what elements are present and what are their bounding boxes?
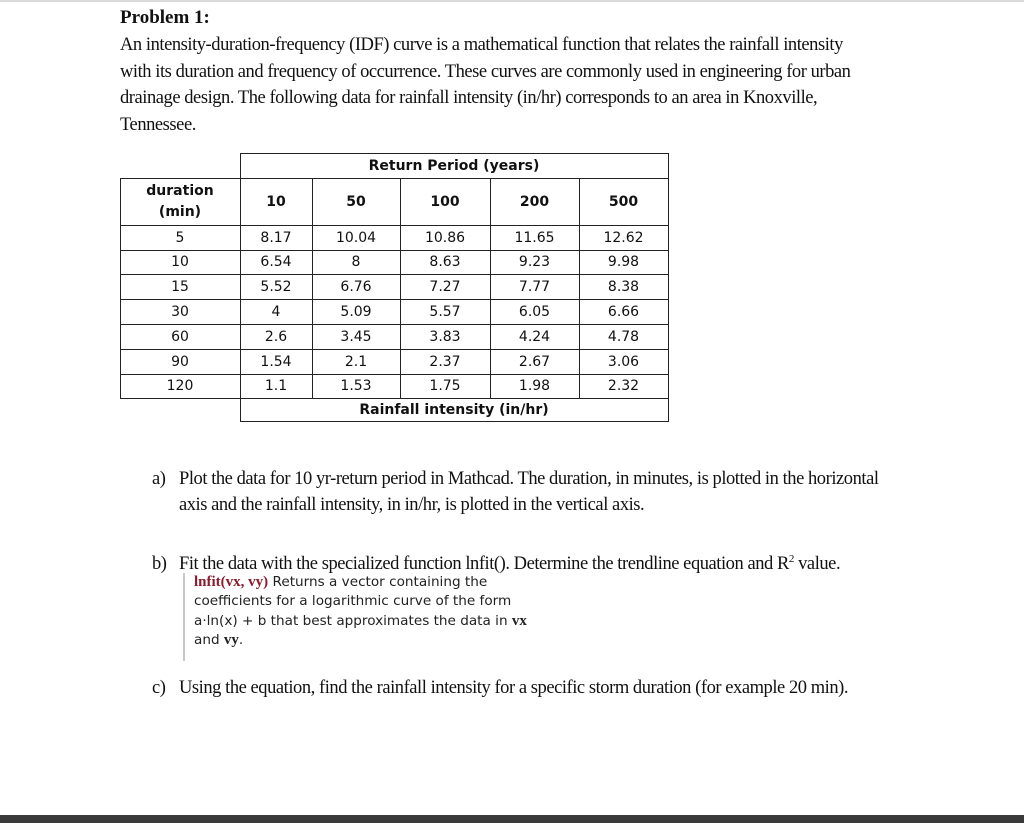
intensity-cell: 7.27 — [429, 278, 461, 295]
intensity-cell: 4.24 — [518, 328, 551, 345]
lnfit-desc-line2: coefficients for a logarithmic curve of the form — [194, 593, 512, 610]
duration-cell: 60 — [171, 328, 189, 345]
table-gridline — [120, 374, 669, 375]
intensity-cell: 1.98 — [518, 378, 551, 394]
duration-cell: 120 — [166, 378, 194, 394]
table-gridline — [120, 324, 669, 325]
question-c — [152, 675, 848, 701]
table-gridline — [240, 421, 669, 422]
question-c-label: c) — [152, 678, 166, 698]
intensity-cell: 8 — [351, 254, 361, 270]
table-gridline — [240, 153, 669, 154]
intensity-cell: 6.76 — [340, 278, 372, 295]
table-gridline — [312, 178, 313, 398]
bottom-scroll-bar — [0, 815, 1024, 823]
intensity-cell: 8.63 — [429, 254, 461, 270]
intro-line: An intensity-duration-frequency (IDF) curve is a mathematical function that relates the rainfall intensity — [120, 35, 843, 55]
duration-cell: 15 — [171, 278, 189, 295]
intensity-cell: 1.53 — [340, 378, 372, 394]
table-gridline — [120, 250, 669, 251]
intensity-cell: 12.62 — [603, 229, 644, 246]
duration-cell: 5 — [175, 229, 185, 246]
intensity-cell: 11.65 — [514, 229, 555, 246]
return-period-200: 200 — [519, 193, 550, 210]
intensity-cell: 2.37 — [429, 353, 461, 370]
intensity-cell: 10.86 — [424, 229, 466, 246]
intensity-cell: 9.23 — [518, 254, 551, 270]
problem-title: Problem 1: — [120, 7, 210, 28]
intensity-cell: 2.6 — [264, 328, 288, 345]
duration-cell: 90 — [171, 353, 189, 370]
table-gridline — [579, 178, 580, 398]
return-period-header: Return Period (years) — [368, 157, 540, 174]
lnfit-formula: a·ln(x) + b that best approximates the data in — [194, 612, 512, 629]
return-period-100: 100 — [430, 193, 460, 210]
question-a-text-line2: axis and the rainfall intensity, in in/hr, is plotted in the vertical axis. — [179, 495, 645, 515]
intensity-cell: 9.98 — [607, 254, 640, 270]
intensity-cell: 5.09 — [340, 303, 372, 320]
lnfit-desc-and: and — [194, 631, 224, 648]
intensity-cell: 4 — [271, 303, 281, 320]
intensity-cell: 3.45 — [340, 328, 372, 345]
question-a-text-line1: Plot the data for 10 yr-return period in Mathcad. The duration, in minutes, is plotted in the horizontal — [179, 469, 879, 489]
question-a-label: a) — [152, 469, 166, 489]
table-gridline — [120, 349, 669, 350]
lnfit-desc-line1: Returns a vector containing the — [268, 574, 488, 590]
intro-line: drainage design. The following data for rainfall intensity (in/hr) corresponds to an area in Knoxville, — [120, 88, 818, 108]
question-b-label: b) — [152, 554, 167, 575]
table-gridline — [240, 153, 241, 421]
duration-cell: 30 — [171, 303, 189, 320]
table-gridline — [120, 178, 121, 398]
intensity-cell: 1.75 — [429, 378, 461, 394]
intensity-cell: 1.1 — [264, 378, 288, 394]
intensity-cell: 3.83 — [429, 328, 461, 345]
lnfit-var-vx: vx — [511, 612, 527, 629]
table-gridline — [120, 274, 669, 275]
return-period-10: 10 — [266, 193, 286, 210]
table-gridline — [400, 178, 401, 398]
table-gridline — [120, 225, 669, 226]
intro-line: Tennessee. — [120, 114, 196, 135]
top-divider — [0, 0, 1024, 2]
intensity-cell: 6.66 — [607, 303, 640, 320]
duration-header-line2: (min) — [158, 203, 202, 220]
table-gridline — [490, 178, 491, 398]
lnfit-help-box — [183, 573, 563, 661]
intensity-units-footer: Rainfall intensity (in/hr) — [359, 401, 549, 418]
duration-header — [120, 178, 240, 225]
intensity-cell: 2.67 — [518, 353, 551, 370]
duration-cell: 10 — [171, 254, 189, 270]
intro-line: with its duration and frequency of occurrence. These curves are commonly used in engineering for urban — [120, 61, 851, 82]
intensity-cell: 10.04 — [335, 229, 377, 246]
question-a — [152, 466, 879, 518]
return-period-500: 500 — [608, 193, 639, 210]
lnfit-function-name: lnfit(vx, vy) — [194, 574, 269, 590]
return-period-50: 50 — [346, 193, 366, 210]
intensity-cell: 6.54 — [260, 254, 292, 270]
intensity-cell: 1.54 — [260, 353, 292, 370]
intensity-cell: 7.77 — [518, 278, 551, 295]
table-gridline — [120, 299, 669, 300]
intensity-cell: 2.1 — [344, 353, 368, 370]
question-b-text: Fit the data with the specialized function lnfit(). Determine the trendline equation and R — [179, 554, 789, 575]
intensity-cell: 4.78 — [607, 328, 640, 345]
intensity-cell: 2.32 — [607, 378, 640, 394]
lnfit-desc-period: . — [238, 631, 244, 648]
intensity-cell: 5.52 — [260, 278, 292, 295]
problem-intro — [120, 32, 900, 138]
intensity-cell: 6.05 — [518, 303, 551, 320]
table-gridline — [120, 178, 669, 179]
intensity-cell: 5.57 — [429, 303, 461, 320]
intensity-cell: 8.17 — [260, 229, 292, 246]
intensity-cell: 8.38 — [607, 278, 640, 295]
table-gridline — [120, 398, 669, 399]
question-b-superscript: 2 — [788, 553, 794, 565]
question-c-text: Using the equation, find the rainfall intensity for a specific storm duration (for example 20 min). — [179, 678, 849, 698]
duration-header-line1: duration — [146, 182, 214, 199]
question-b-text-end: value. — [793, 554, 841, 575]
table-gridline — [668, 153, 669, 422]
lnfit-var-vy: vy — [223, 631, 239, 648]
intensity-cell: 3.06 — [607, 353, 640, 370]
